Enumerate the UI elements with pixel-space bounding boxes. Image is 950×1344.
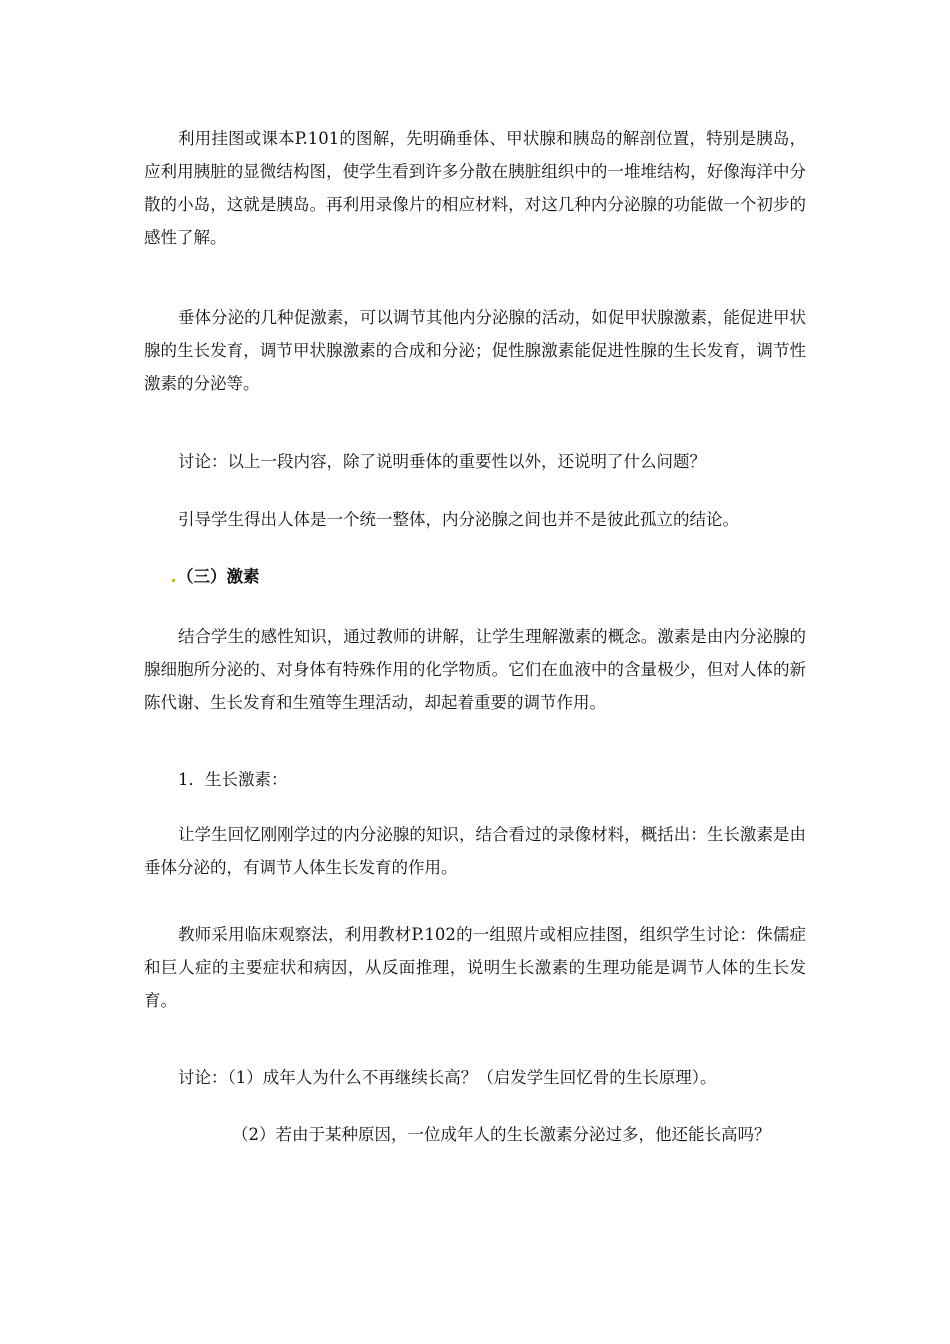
paragraph-clinical-observation: 教师采用临床观察法，利用教材P.102的一组照片或相应挂图，组织学生讨论：侏儒症和巨人症的主要症状和病因，从反面推理，说明生长激素的生理功能是调节人体的生长发育。: [144, 925, 806, 1010]
paragraph-discussion-2: 讨论：（1）成年人为什么不再继续长高？（启发学生回忆骨的生长原理）。: [178, 1068, 717, 1087]
paragraph-guide-conclusion: 引导学生得出人体是一个统一整体，内分泌腺之间也并不是彼此孤立的结论。: [178, 510, 739, 529]
paragraph-discussion-2-followup: （2）若由于某种原因，一位成年人的生长激素分泌过多，他还能长高吗？: [232, 1125, 771, 1144]
paragraph-pituitary-hormones: 垂体分泌的几种促激素，可以调节其他内分泌腺的活动，如促甲状腺激素，能促进甲状腺的生长发育，调节甲状腺激素的合成和分泌；促性腺激素能促进性腺的生长发育，调节性激素的分泌等。: [144, 308, 806, 393]
paragraph-hormone-concept: 结合学生的感性知识，通过教师的讲解，让学生理解激素的概念。激素是由内分泌腺的腺细胞所分泌的、对身体有特殊作用的化学物质。它们在血液中的含量极少，但对人体的新陈代谢、生长发育和生殖等生理活动，却起着重要的调节作用。: [144, 627, 806, 712]
section-heading: [172, 560, 260, 593]
paragraph-growth-hormone-summary: 让学生回忆刚刚学过的内分泌腺的知识，结合看过的录像材料，概括出：生长激素是由垂体分泌的，有调节人体生长发育的作用。: [144, 825, 806, 877]
paragraph-anatomy-intro: 利用挂图或课本P.101的图解，先明确垂体、甲状腺和胰岛的解剖位置，特别是胰岛，应利用胰脏的显微结构图，使学生看到许多分散在胰脏组织中的一堆堆结构，好像海洋中分散的小岛，这就是胰岛。再利用录像片的相应材料，对这几种内分泌腺的功能做一个初步的感性了解。: [144, 129, 806, 247]
paragraph-discussion-1: 讨论：以上一段内容，除了说明垂体的重要性以外，还说明了什么问题？: [178, 452, 706, 471]
highlight-mark: [172, 579, 175, 582]
section-heading-text: （三）激素: [177, 567, 260, 586]
subheading-growth-hormone: 1．生长激素：: [178, 770, 288, 789]
